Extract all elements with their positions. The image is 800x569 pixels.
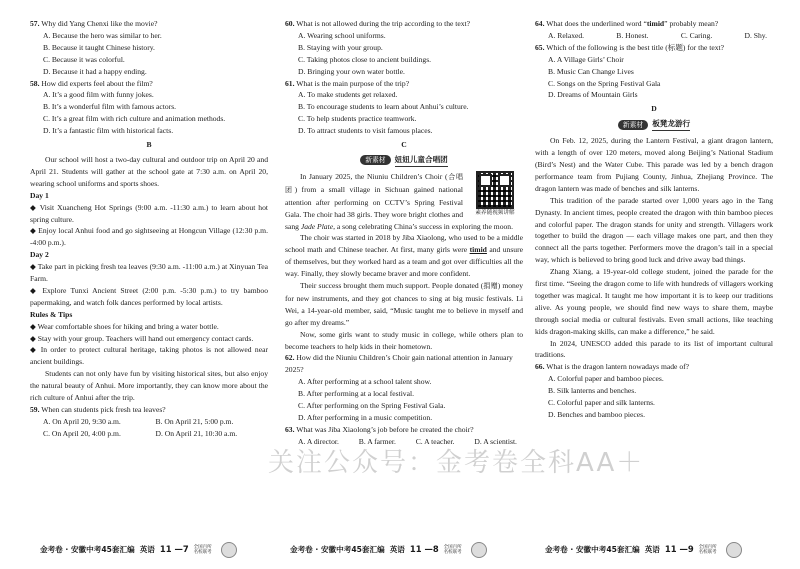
section-d-paragraph: On Feb. 12, 2025, during the Lantern Festival, a giant dragon lantern, with a length of over 120 meters, moved along Beijing’s National Stadium (Bird’s Nest) and the Water Cube. This parade was led by a bench dragon performance team from Pujiang County, Jinhua, Zhejiang Province. The dragon lantern was made of benches and silk lanterns.	[535, 136, 773, 193]
section-d-paragraph: This tradition of the parade started over 1,000 years ago in the Tang Dynasty. In ancient times, people created the dragon with thin bamboo pieces and colorful paper. The dragon stands for unity and strength. Villagers work together to build the dragon — each village makes one part, and then they connect all the parts together. Performers move the dragon’s tail in a special way, which is believed to bring good luck and drive away bad things.	[535, 195, 773, 265]
rule-item: ◆ Stay with your group. Teachers will hand out emergency contact cards.	[30, 333, 254, 343]
day2-item: ◆ Explore Tunxi Ancient Street (2:00 p.m. -5:30 p.m.) to try bamboo papermaking, and watch folk dances performed by local artists.	[30, 285, 268, 307]
option: C. Because it was colorful.	[43, 54, 125, 64]
option: D. Because it had a happy ending.	[43, 66, 147, 76]
page-footer	[545, 542, 742, 558]
option: C. Taking photos close to ancient buildings.	[298, 54, 432, 64]
option: C. After performing on the Spring Festival Gala.	[298, 401, 446, 411]
column-right	[535, 18, 773, 421]
option: A. Because the hero was similar to her.	[43, 30, 162, 40]
option: A. A director.	[298, 436, 339, 446]
option: D. Dreams of Mountain Girls	[548, 90, 638, 100]
question-62: 62. How did the Niuniu Children’s Choir gain national attention in January 2025?	[285, 353, 513, 375]
day1-item: ◆ Enjoy local Anhui food and go sightseeing at Hongcun Village (12:30 p.m. -4:00 p.m.).	[30, 226, 268, 248]
option: A. Colorful paper and bamboo pieces.	[548, 374, 664, 384]
banner-title: 板凳龙游行	[652, 118, 690, 131]
option: B. Staying with your group.	[298, 42, 383, 52]
question-64: 64. What does the underlined word “timid” probably mean?	[535, 19, 719, 28]
option: C. On April 20, 4:00 p.m.	[43, 428, 121, 438]
option: B. On April 21, 5:00 p.m.	[155, 416, 234, 426]
day2-title: Day 2	[30, 250, 49, 260]
question-61: 61. What is the main purpose of the trip?	[285, 78, 410, 88]
section-b-label: B	[146, 140, 152, 150]
banner-title: 妞妞儿童合唱团	[395, 154, 448, 167]
qr-code-icon[interactable]	[476, 171, 514, 209]
question-65: 65. Which of the following is the best title (标题) for the text?	[535, 42, 725, 52]
option: D. After performing in a music competition.	[298, 413, 433, 422]
option: B. A farmer.	[358, 436, 396, 446]
footer-series: 金考卷 · 安徽中考45套汇编	[40, 545, 135, 555]
option: A. On April 20, 9:30 a.m.	[43, 416, 121, 426]
question-66: 66. What is the dragon lantern nowadays made of?	[535, 362, 690, 372]
option: A. After performing at a school talent show.	[298, 377, 432, 387]
footer-note: 全国百所名校联考	[443, 545, 462, 555]
option: B. Honest.	[616, 30, 649, 40]
option: B. After performing at a local festival.	[298, 389, 414, 399]
section-c-paragraph: In January 2025, the Niuniu Children’s Choir (合唱团) from a small village in Sichuan gained national attention after performing on CCTV’s Spring Festival Gala. The choir had 38 girls. They wore bright clothes and sang Jade Plate, a song celebrating China’s success in exploring the moon.	[285, 171, 513, 231]
option: A. It’s a good film with funny jokes.	[43, 90, 154, 100]
day1-item: ◆ Visit Xuancheng Hot Springs (9:00 a.m. -11:30 a.m.) to learn about hot spring culture.	[30, 202, 268, 224]
option: C. It’s a great film with rich culture and animation methods.	[43, 114, 226, 124]
page-number: 11 —9	[664, 544, 694, 555]
option: B. Music Can Change Lives	[548, 66, 634, 76]
section-c-label: C	[401, 140, 407, 150]
publisher-logo-icon	[221, 542, 237, 558]
qr-caption: 素养随视频讲解	[475, 209, 515, 216]
section-b-closing: Students can not only have fun by visiting historical sites, but also enjoy the natural beauty of Anhui. More importantly, they can know more about the rich culture of Anhui after the trip.	[30, 369, 268, 403]
question-59: 59. When can students pick fresh tea leaves?	[30, 405, 166, 414]
section-d-paragraph: In 2024, UNESCO added this parade to its list of important cultural traditions.	[535, 338, 773, 360]
new-material-badge: 新素材	[618, 120, 648, 130]
publisher-logo-icon	[471, 542, 487, 558]
column-left	[30, 18, 268, 440]
option: D. To attract students to visit famous places.	[298, 126, 433, 136]
section-c-banner	[285, 154, 523, 167]
rules-title: Rules & Tips	[30, 309, 73, 319]
footer-note: 全国百所名校联考	[698, 545, 717, 555]
watermark: 关注公众号：金考卷全科AA＋	[268, 448, 645, 478]
option: B. To encourage students to learn about Anhui’s culture.	[298, 102, 469, 112]
option: D. A scientist.	[474, 436, 517, 446]
option: A. A Village Girls’ Choir	[548, 54, 624, 64]
option: A. To make students get relaxed.	[298, 90, 398, 100]
footer-series: 金考卷 · 安徽中考45套汇编	[290, 545, 385, 555]
rule-item: ◆ Wear comfortable shoes for hiking and bring a water bottle.	[30, 321, 219, 331]
footer-subject: 英语	[139, 545, 155, 555]
option: C. To help students practice teamwork.	[298, 114, 417, 124]
page-footer	[290, 542, 487, 558]
column-middle	[285, 18, 523, 448]
section-b-intro: Our school will host a two-day cultural and outdoor trip on April 20 and April 21. Students will gather at the school gate at 7:30 a.m. on April 20, wearing school uniforms and sports shoes.	[30, 154, 268, 188]
section-d-banner	[535, 118, 773, 131]
footer-series: 金考卷 · 安徽中考45套汇编	[545, 545, 640, 555]
page-number: 11 —7	[159, 544, 189, 555]
option: D. On April 21, 10:30 a.m.	[155, 428, 238, 438]
options-row	[535, 30, 773, 42]
option: D. Shy.	[744, 30, 767, 40]
rule-item: ◆ In order to protect cultural heritage, taking photos is not allowed near ancient buildings.	[30, 345, 268, 367]
option: B. Because it taught Chinese history.	[43, 42, 155, 52]
section-d-paragraph: Zhang Xiang, a 19-year-old college student, joined the parade for the first time. “Seeing the dragon come to life with hundreds of villagers working together was magical. It taught me how important it is to keep our traditions alive. As young people, we should find new ways to share them, maybe through social media or cultural festivals. Even small actions, like teaching kids dragon-making skills, can make a difference,” he said.	[535, 267, 773, 336]
page-number: 11 —8	[409, 544, 439, 555]
question-60: 60. What is not allowed during the trip according to the text?	[285, 19, 471, 28]
question-58: 58. How did experts feel about the film?	[30, 78, 153, 88]
option: C. A teacher.	[415, 436, 455, 446]
option: A. Relaxed.	[548, 30, 585, 40]
options-row	[30, 428, 268, 440]
section-c-paragraph: Their success brought them much support. People donated (捐赠) money for new instruments, and they got chances to sing at big music festivals. Li Wei, a 14-year-old member, said, “Music taught me to believe in myself and go after my dreams.”	[285, 281, 524, 327]
options-row	[285, 436, 523, 448]
day2-item: ◆ Take part in picking fresh tea leaves (9:30 a.m. -11:00 a.m.) at Xinyuan Tea Farm.	[30, 262, 268, 284]
option: C. Songs on the Spring Festival Gala	[548, 78, 661, 88]
qr-code-block	[467, 171, 523, 217]
footer-subject: 英语	[644, 545, 660, 555]
option: A. Wearing school uniforms.	[298, 30, 386, 40]
section-c-paragraph: The choir was started in 2018 by Jiba Xiaolong, who used to be a middle school math and Chinese teacher. At first, many girls were timid and unsure of themselves, but they worked hard as a team and got over difficulties all the way. Finally, they slowly became braver and more confident.	[285, 233, 523, 279]
new-material-badge: 新素材	[360, 155, 390, 165]
options-row	[30, 416, 268, 428]
footer-subject: 英语	[389, 545, 405, 555]
section-d-label: D	[651, 104, 657, 114]
option: B. It’s a wonderful film with famous actors.	[43, 102, 177, 112]
option: D. Bringing your own water bottle.	[298, 66, 405, 76]
option: B. Silk lanterns and benches.	[548, 386, 637, 396]
option: C. Caring.	[680, 30, 713, 40]
section-c-paragraph: Now, some girls want to study music in college, while others plan to become teachers to help kids in their hometown.	[285, 329, 523, 351]
page-footer	[40, 542, 237, 558]
footer-note: 全国百所名校联考	[193, 545, 212, 555]
question-63: 63. What was Jiba Xiaolong’s job before he created the choir?	[285, 424, 474, 434]
underlined-word: timid	[469, 245, 487, 255]
question-57: 57. Why did Yang Chenxi like the movie?	[30, 19, 158, 28]
option: D. It’s a fantastic film with historical facts.	[43, 126, 174, 136]
publisher-logo-icon	[726, 542, 742, 558]
option: C. Colorful paper and silk lanterns.	[548, 398, 655, 408]
option: D. Benches and bamboo pieces.	[548, 410, 646, 419]
day1-title: Day 1	[30, 190, 49, 200]
